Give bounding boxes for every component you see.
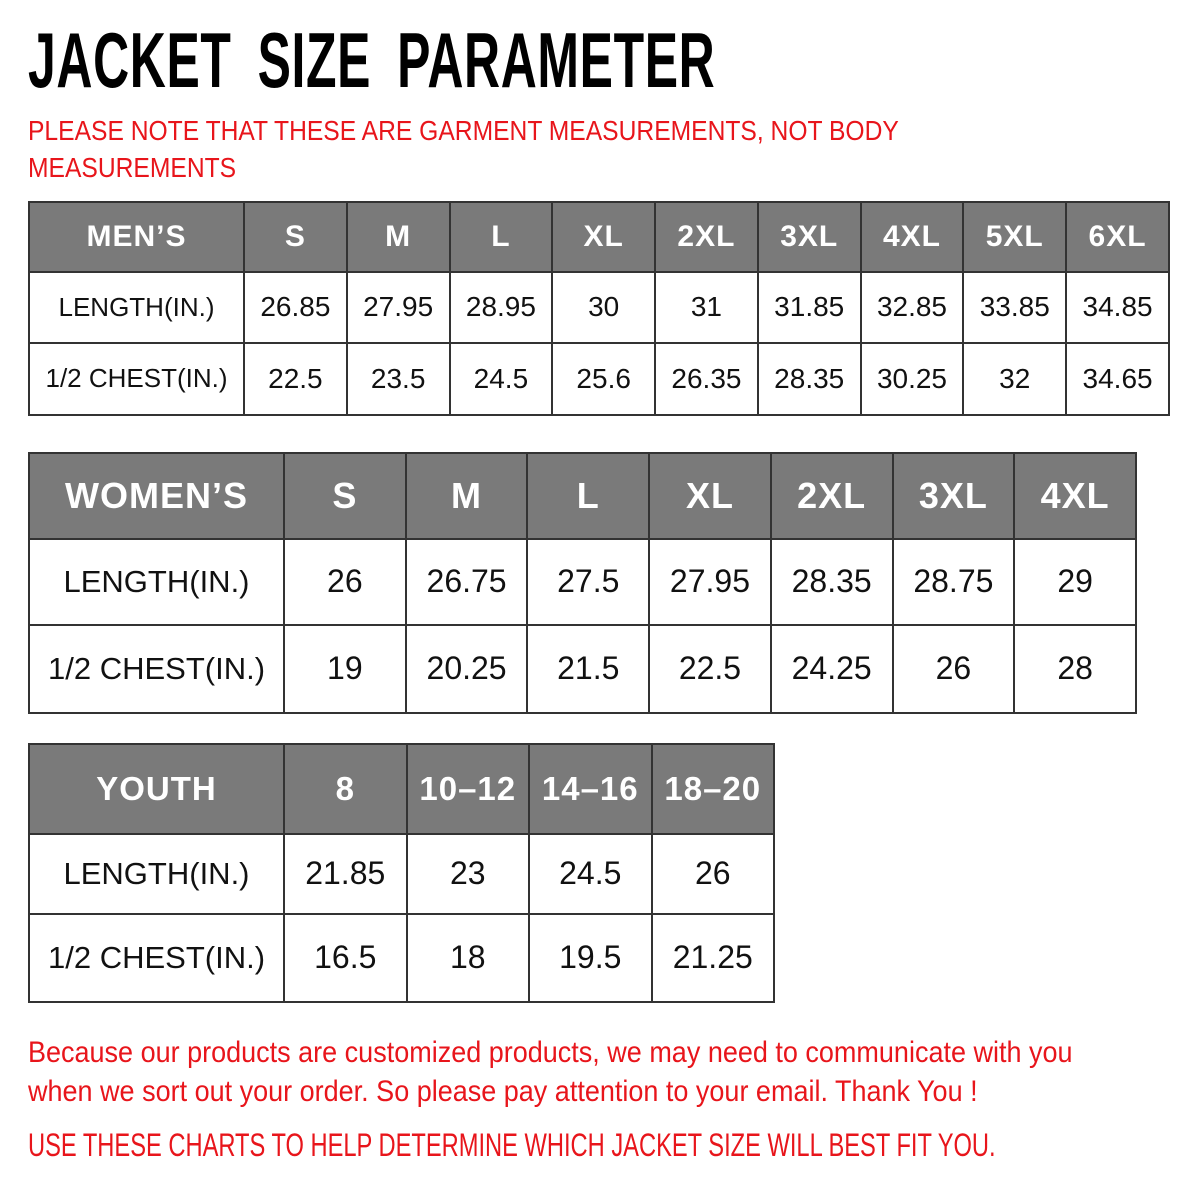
youth-table-title: YOUTH — [29, 744, 284, 834]
mens-length-4xl: 32.85 — [861, 272, 964, 343]
garment-measurement-note — [28, 113, 1035, 187]
mens-chest-5xl: 32 — [963, 343, 1066, 415]
mens-chest-4xl: 30.25 — [861, 343, 964, 415]
customization-notice-line-2: when we sort out your order. So please pay attention to your email. Thank You ! — [28, 1074, 978, 1108]
youth-length-8: 21.85 — [284, 834, 407, 914]
mens-size-m: M — [347, 202, 450, 272]
womens-length-row — [29, 539, 1136, 625]
youth-size-table — [28, 743, 775, 1003]
mens-length-5xl: 33.85 — [963, 272, 1066, 343]
womens-chest-label: 1/2 CHEST(IN.) — [29, 625, 284, 713]
mens-length-s: 26.85 — [244, 272, 347, 343]
womens-chest-3xl: 26 — [893, 625, 1015, 713]
mens-size-table — [28, 201, 1170, 416]
womens-size-s: S — [284, 453, 406, 539]
note-line-1: PLEASE NOTE THAT THESE ARE GARMENT MEASUREMENTS, NOT BODY — [28, 115, 899, 146]
womens-length-3xl: 28.75 — [893, 539, 1015, 625]
mens-length-m: 27.95 — [347, 272, 450, 343]
note-line-2: MEASUREMENTS — [28, 151, 237, 183]
womens-size-2xl: 2XL — [771, 453, 893, 539]
womens-header-row — [29, 453, 1136, 539]
page-title: JACKET SIZE PARAMETER — [28, 16, 716, 104]
mens-chest-row — [29, 343, 1169, 415]
mens-size-2xl: 2XL — [655, 202, 758, 272]
womens-length-l: 27.5 — [527, 539, 649, 625]
mens-length-label: LENGTH(IN.) — [29, 272, 244, 343]
youth-size-18-20: 18–20 — [652, 744, 775, 834]
youth-length-18-20: 26 — [652, 834, 775, 914]
womens-length-s: 26 — [284, 539, 406, 625]
youth-length-row — [29, 834, 774, 914]
womens-chest-2xl: 24.25 — [771, 625, 893, 713]
womens-length-xl: 27.95 — [649, 539, 771, 625]
womens-chest-xl: 22.5 — [649, 625, 771, 713]
youth-chest-14-16: 19.5 — [529, 914, 652, 1002]
mens-header-row — [29, 202, 1169, 272]
youth-length-10-12: 23 — [407, 834, 530, 914]
mens-size-4xl: 4XL — [861, 202, 964, 272]
youth-length-14-16: 24.5 — [529, 834, 652, 914]
womens-size-xl: XL — [649, 453, 771, 539]
mens-chest-3xl: 28.35 — [758, 343, 861, 415]
womens-chest-row — [29, 625, 1136, 713]
youth-chest-10-12: 18 — [407, 914, 530, 1002]
youth-size-8: 8 — [284, 744, 407, 834]
mens-chest-6xl: 34.65 — [1066, 343, 1169, 415]
womens-length-4xl: 29 — [1014, 539, 1136, 625]
womens-length-m: 26.75 — [406, 539, 528, 625]
youth-header-row — [29, 744, 774, 834]
mens-chest-label: 1/2 CHEST(IN.) — [29, 343, 244, 415]
mens-length-row — [29, 272, 1169, 343]
youth-chest-8: 16.5 — [284, 914, 407, 1002]
mens-size-5xl: 5XL — [963, 202, 1066, 272]
womens-chest-l: 21.5 — [527, 625, 649, 713]
womens-chest-s: 19 — [284, 625, 406, 713]
youth-length-label: LENGTH(IN.) — [29, 834, 284, 914]
mens-length-6xl: 34.85 — [1066, 272, 1169, 343]
mens-chest-m: 23.5 — [347, 343, 450, 415]
womens-size-l: L — [527, 453, 649, 539]
youth-size-14-16: 14–16 — [529, 744, 652, 834]
mens-size-6xl: 6XL — [1066, 202, 1169, 272]
womens-size-table — [28, 452, 1137, 714]
customization-notice-line-1: Because our products are customized products, we may need to communicate with you — [28, 1035, 1073, 1069]
womens-size-3xl: 3XL — [893, 453, 1015, 539]
youth-chest-row — [29, 914, 774, 1002]
mens-chest-2xl: 26.35 — [655, 343, 758, 415]
mens-chest-xl: 25.6 — [552, 343, 655, 415]
mens-length-l: 28.95 — [450, 272, 553, 343]
womens-chest-4xl: 28 — [1014, 625, 1136, 713]
womens-table-title: WOMEN’S — [29, 453, 284, 539]
womens-size-4xl: 4XL — [1014, 453, 1136, 539]
mens-size-s: S — [244, 202, 347, 272]
youth-size-10-12: 10–12 — [407, 744, 530, 834]
mens-chest-l: 24.5 — [450, 343, 553, 415]
mens-size-xl: XL — [552, 202, 655, 272]
customization-notice — [28, 1033, 1073, 1111]
youth-chest-label: 1/2 CHEST(IN.) — [29, 914, 284, 1002]
womens-length-2xl: 28.35 — [771, 539, 893, 625]
womens-chest-m: 20.25 — [406, 625, 528, 713]
mens-size-3xl: 3XL — [758, 202, 861, 272]
mens-length-3xl: 31.85 — [758, 272, 861, 343]
womens-length-label: LENGTH(IN.) — [29, 539, 284, 625]
mens-chest-s: 22.5 — [244, 343, 347, 415]
mens-length-xl: 30 — [552, 272, 655, 343]
mens-table-title: MEN’S — [29, 202, 244, 272]
womens-size-m: M — [406, 453, 528, 539]
mens-size-l: L — [450, 202, 553, 272]
mens-length-2xl: 31 — [655, 272, 758, 343]
chart-usage-note: USE THESE CHARTS TO HELP DETERMINE WHICH JACKET SIZE WILL BEST FIT YOU. — [28, 1126, 996, 1163]
youth-chest-18-20: 21.25 — [652, 914, 775, 1002]
